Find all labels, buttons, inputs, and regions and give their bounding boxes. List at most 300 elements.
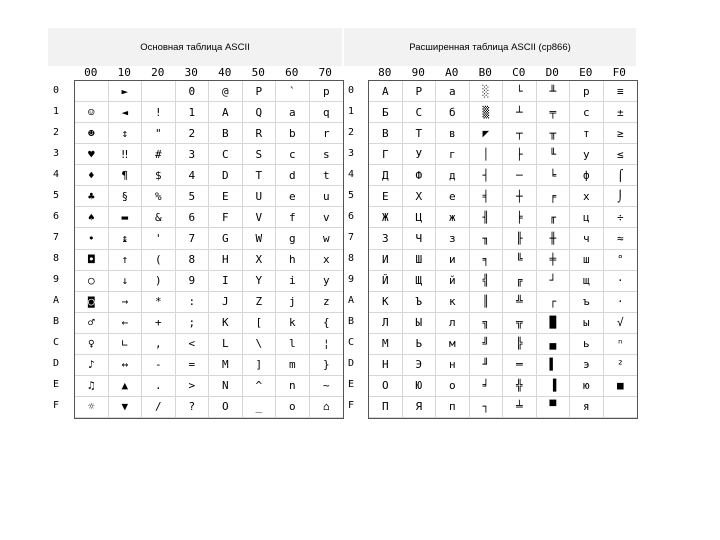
column-header: E0 [579,66,593,79]
row-label: 9 [53,274,60,286]
char-cell: ≈ [604,228,638,249]
char-cell: е [436,186,470,207]
char-cell: Q [243,102,277,123]
char-cell: R [243,123,277,144]
row-label: 4 [348,168,355,180]
char-cell: ф [570,165,604,186]
char-cell: J [209,292,243,313]
char-cell: Е [369,186,403,207]
char-cell: k [276,313,310,334]
char-cell: з [436,228,470,249]
char-cell: ` [276,81,310,102]
char-cell: W [243,228,277,249]
char-cell: и [436,250,470,271]
char-cell: ╥ [537,123,571,144]
char-cell: ы [570,313,604,334]
char-cell: ² [604,355,638,376]
char-cell: ≡ [604,81,638,102]
char-cell: I [209,271,243,292]
row-label: 0 [348,84,355,96]
char-cell [75,81,109,102]
char-cell: ▼ [109,397,143,418]
char-cell: Ы [403,313,437,334]
row-label: B [53,316,60,328]
char-cell: у [570,144,604,165]
char-cell: √ [604,313,638,334]
row-label: 7 [53,231,60,243]
char-cell: ╔ [503,271,537,292]
char-cell: 0 [176,81,210,102]
row-label: A [53,295,60,307]
char-cell: Н [369,355,403,376]
char-cell: ⌠ [604,165,638,186]
char-cell: Y [243,271,277,292]
char-cell: В [369,123,403,144]
char-cell: $ [142,165,176,186]
char-cell: h [276,250,310,271]
char-cell: ╠ [503,334,537,355]
char-cell: ┴ [503,102,537,123]
row-label: 6 [348,210,355,222]
row-label: 1 [348,105,355,117]
row-label: 0 [53,84,60,96]
row-label: B [348,316,355,328]
char-cell: F [209,207,243,228]
char-cell: ^ [243,376,277,397]
column-header: 10 [117,66,131,79]
char-cell: к [436,292,470,313]
char-cell: ÷ [604,207,638,228]
char-cell: q [310,102,344,123]
char-cell: a [276,102,310,123]
char-cell: ┬ [503,123,537,144]
row-label: 2 [53,126,60,138]
column-header: B0 [478,66,492,79]
char-cell: ■ [604,376,638,397]
char-cell: ╡ [470,186,504,207]
char-cell: ☺ [75,102,109,123]
char-cell: ¦ [310,334,344,355]
char-cell: : [176,292,210,313]
char-cell: ╜ [470,355,504,376]
char-cell: % [142,186,176,207]
char-cell: @ [209,81,243,102]
row-label: 4 [53,168,60,180]
char-cell: H [209,250,243,271]
char-cell: н [436,355,470,376]
char-cell: U [243,186,277,207]
column-header: D0 [545,66,559,79]
char-cell: Р [403,81,437,102]
char-cell: ╢ [470,207,504,228]
char-cell: о [436,376,470,397]
char-cell: v [310,207,344,228]
char-cell: У [403,144,437,165]
char-cell: ╘ [537,165,571,186]
row-label: 5 [53,189,60,201]
char-cell: ╨ [537,81,571,102]
char-cell: ┌ [537,292,571,313]
char-cell: y [310,271,344,292]
char-cell: = [176,355,210,376]
char-cell: { [310,313,344,334]
char-cell: . [142,376,176,397]
char-cell: ◘ [75,250,109,271]
char-cell: Ж [369,207,403,228]
column-header: A0 [445,66,459,79]
char-cell: ▌ [537,355,571,376]
char-cell: ? [176,397,210,418]
char-cell: ⁿ [604,334,638,355]
char-cell: Ь [403,334,437,355]
char-cell: А [369,81,403,102]
column-header: F0 [612,66,626,79]
char-cell: Ъ [403,292,437,313]
char-cell: Э [403,355,437,376]
char-cell: ↨ [109,228,143,249]
char-cell: i [276,271,310,292]
char-cell: ± [604,102,638,123]
char-cell: х [570,186,604,207]
char-cell: Ч [403,228,437,249]
char-cell: p [310,81,344,102]
char-cell: ♠ [75,207,109,228]
char-cell: ┤ [470,165,504,186]
char-cell: [ [243,313,277,334]
char-cell: → [109,292,143,313]
char-cell: б [436,102,470,123]
char-cell: З [369,228,403,249]
char-cell: o [276,397,310,418]
char-cell: й [436,271,470,292]
char-cell: Й [369,271,403,292]
char-cell: ╕ [470,250,504,271]
row-label: F [348,400,355,412]
char-cell: > [176,376,210,397]
char-cell: b [276,123,310,144]
char-cell: e [276,186,310,207]
char-cell: ч [570,228,604,249]
char-cell: Ф [403,165,437,186]
char-cell: Т [403,123,437,144]
char-cell: █ [537,313,571,334]
char-cell: т [570,123,604,144]
char-cell: S [243,144,277,165]
char-cell: ┼ [503,186,537,207]
char-cell: ○ [75,271,109,292]
row-label: A [348,295,355,307]
char-cell: ┘ [537,271,571,292]
char-cell: P [243,81,277,102]
char-cell: ░ [470,81,504,102]
char-cell: x [310,250,344,271]
char-cell: ╝ [470,334,504,355]
char-cell: ♂ [75,313,109,334]
char-cell: 7 [176,228,210,249]
column-header: C0 [512,66,526,79]
char-cell: C [209,144,243,165]
char-cell: И [369,250,403,271]
char-cell: E [209,186,243,207]
char-cell: u [310,186,344,207]
row-label: F [53,400,60,412]
char-cell: Д [369,165,403,186]
char-cell: c [276,144,310,165]
row-label: 8 [53,253,60,265]
row-label: E [348,379,355,391]
char-cell: ▐ [537,376,571,397]
char-cell: С [403,102,437,123]
char-cell: ╒ [537,186,571,207]
column-header: 60 [285,66,299,79]
char-cell: ; [176,313,210,334]
char-cell: ◄ [109,102,143,123]
char-cell: ♪ [75,355,109,376]
row-label: D [348,358,355,370]
char-cell: A [209,102,243,123]
char-cell: ! [142,102,176,123]
char-cell: п [436,397,470,418]
char-cell: M [209,355,243,376]
char-cell: М [369,334,403,355]
char-cell: # [142,144,176,165]
char-cell: - [142,355,176,376]
row-label: C [348,337,355,349]
char-cell: ‼ [109,144,143,165]
char-cell: л [436,313,470,334]
char-cell: B [209,123,243,144]
char-cell: ╦ [503,313,537,334]
char-cell: G [209,228,243,249]
char-cell: < [176,334,210,355]
char-cell: ≥ [604,123,638,144]
char-cell: + [142,313,176,334]
char-cell: О [369,376,403,397]
char-cell: Щ [403,271,437,292]
char-cell: K [209,313,243,334]
extended-ascii-grid [368,80,638,419]
char-cell: ] [243,355,277,376]
char-cell: ⌂ [310,397,344,418]
char-cell: } [310,355,344,376]
char-cell: s [310,144,344,165]
char-cell: g [276,228,310,249]
char-cell: 2 [176,123,210,144]
char-cell: m [276,355,310,376]
char-cell: я [570,397,604,418]
char-cell: Ш [403,250,437,271]
char-cell: ▲ [109,376,143,397]
char-cell: ▄ [537,334,571,355]
char-cell: ↕ [109,123,143,144]
extended-ascii-title: Расширенная таблица ASCII (cp866) [344,28,636,66]
column-header: 00 [84,66,98,79]
char-cell: ♀ [75,334,109,355]
basic-ascii-title: Основная таблица ASCII [48,28,342,66]
char-cell: щ [570,271,604,292]
char-cell: Я [403,397,437,418]
char-cell: ╣ [470,271,504,292]
row-label: C [53,337,60,349]
char-cell: ┐ [470,397,504,418]
char-cell [604,397,638,418]
char-cell: ⌡ [604,186,638,207]
char-cell: ◙ [75,292,109,313]
char-cell: f [276,207,310,228]
char-cell: ╟ [503,228,537,249]
char-cell: T [243,165,277,186]
char-cell: Z [243,292,277,313]
char-cell: ~ [310,376,344,397]
char-cell: · [604,271,638,292]
char-cell: • [75,228,109,249]
char-cell: ц [570,207,604,228]
char-cell: с [570,102,604,123]
char-cell: э [570,355,604,376]
char-cell: 5 [176,186,210,207]
char-cell: 4 [176,165,210,186]
char-cell: ' [142,228,176,249]
char-cell: ▬ [109,207,143,228]
char-cell: └ [503,81,537,102]
char-cell: ╫ [537,228,571,249]
char-cell: ╚ [503,250,537,271]
char-cell: ─ [503,165,537,186]
char-cell: ° [604,250,638,271]
char-cell: ♫ [75,376,109,397]
char-cell: ╬ [503,376,537,397]
char-cell: ) [142,271,176,292]
char-cell: ╞ [503,207,537,228]
char-cell: г [436,144,470,165]
char-cell: 1 [176,102,210,123]
char-cell: § [109,186,143,207]
char-cell: ╛ [470,376,504,397]
char-cell: ╓ [537,207,571,228]
char-cell: ¶ [109,165,143,186]
char-cell: , [142,334,176,355]
char-cell: ♣ [75,186,109,207]
row-label: 9 [348,274,355,286]
char-cell: а [436,81,470,102]
char-cell: \ [243,334,277,355]
char-cell: ъ [570,292,604,313]
char-cell: ≤ [604,144,638,165]
char-cell: Г [369,144,403,165]
char-cell: Х [403,186,437,207]
char-cell: м [436,334,470,355]
char-cell: ╙ [537,144,571,165]
row-label: 3 [348,147,355,159]
char-cell: & [142,207,176,228]
char-cell: П [369,397,403,418]
char-cell: ╖ [470,228,504,249]
char-cell: ю [570,376,604,397]
column-header: 80 [378,66,392,79]
char-cell: ◤ [470,123,504,144]
char-cell: 8 [176,250,210,271]
char-cell: ╗ [470,313,504,334]
char-cell: ∟ [109,334,143,355]
row-label: 6 [53,210,60,222]
char-cell: 9 [176,271,210,292]
column-header: 20 [151,66,165,79]
row-label: 8 [348,253,355,265]
char-cell: O [209,397,243,418]
char-cell: в [436,123,470,144]
char-cell: V [243,207,277,228]
char-cell: L [209,334,243,355]
char-cell: ▒ [470,102,504,123]
char-cell: ш [570,250,604,271]
char-cell: ↔ [109,355,143,376]
char-cell [142,81,176,102]
char-cell: ╩ [503,292,537,313]
char-cell: ♥ [75,144,109,165]
char-cell: Л [369,313,403,334]
char-cell: D [209,165,243,186]
char-cell: ╤ [537,102,571,123]
char-cell: " [142,123,176,144]
column-header: 30 [184,66,198,79]
char-cell: ► [109,81,143,102]
char-cell: r [310,123,344,144]
char-cell: ↑ [109,250,143,271]
char-cell: · [604,292,638,313]
char-cell: Ю [403,376,437,397]
char-cell: ♦ [75,165,109,186]
char-cell: d [276,165,310,186]
char-cell: ( [142,250,176,271]
char-cell: ☻ [75,123,109,144]
char-cell: ж [436,207,470,228]
char-cell: ▀ [537,397,571,418]
char-cell: n [276,376,310,397]
row-label: E [53,379,60,391]
char-cell: д [436,165,470,186]
char-cell: ║ [470,292,504,313]
char-cell: w [310,228,344,249]
char-cell: ↓ [109,271,143,292]
char-cell: 6 [176,207,210,228]
row-label: 3 [53,147,60,159]
char-cell: j [276,292,310,313]
char-cell: t [310,165,344,186]
char-cell: ☼ [75,397,109,418]
char-cell: _ [243,397,277,418]
column-header: 90 [411,66,425,79]
extended-ascii-table [344,28,636,418]
char-cell: * [142,292,176,313]
row-label: 7 [348,231,355,243]
char-cell: │ [470,144,504,165]
char-cell: X [243,250,277,271]
char-cell: р [570,81,604,102]
char-cell: ├ [503,144,537,165]
char-cell: ь [570,334,604,355]
char-cell: ╪ [537,250,571,271]
basic-ascii-table [48,28,342,418]
char-cell: Ц [403,207,437,228]
char-cell: ═ [503,355,537,376]
char-cell: 3 [176,144,210,165]
column-header: 70 [318,66,332,79]
char-cell: z [310,292,344,313]
char-cell: ← [109,313,143,334]
char-cell: l [276,334,310,355]
char-cell: ╧ [503,397,537,418]
column-header: 50 [251,66,265,79]
